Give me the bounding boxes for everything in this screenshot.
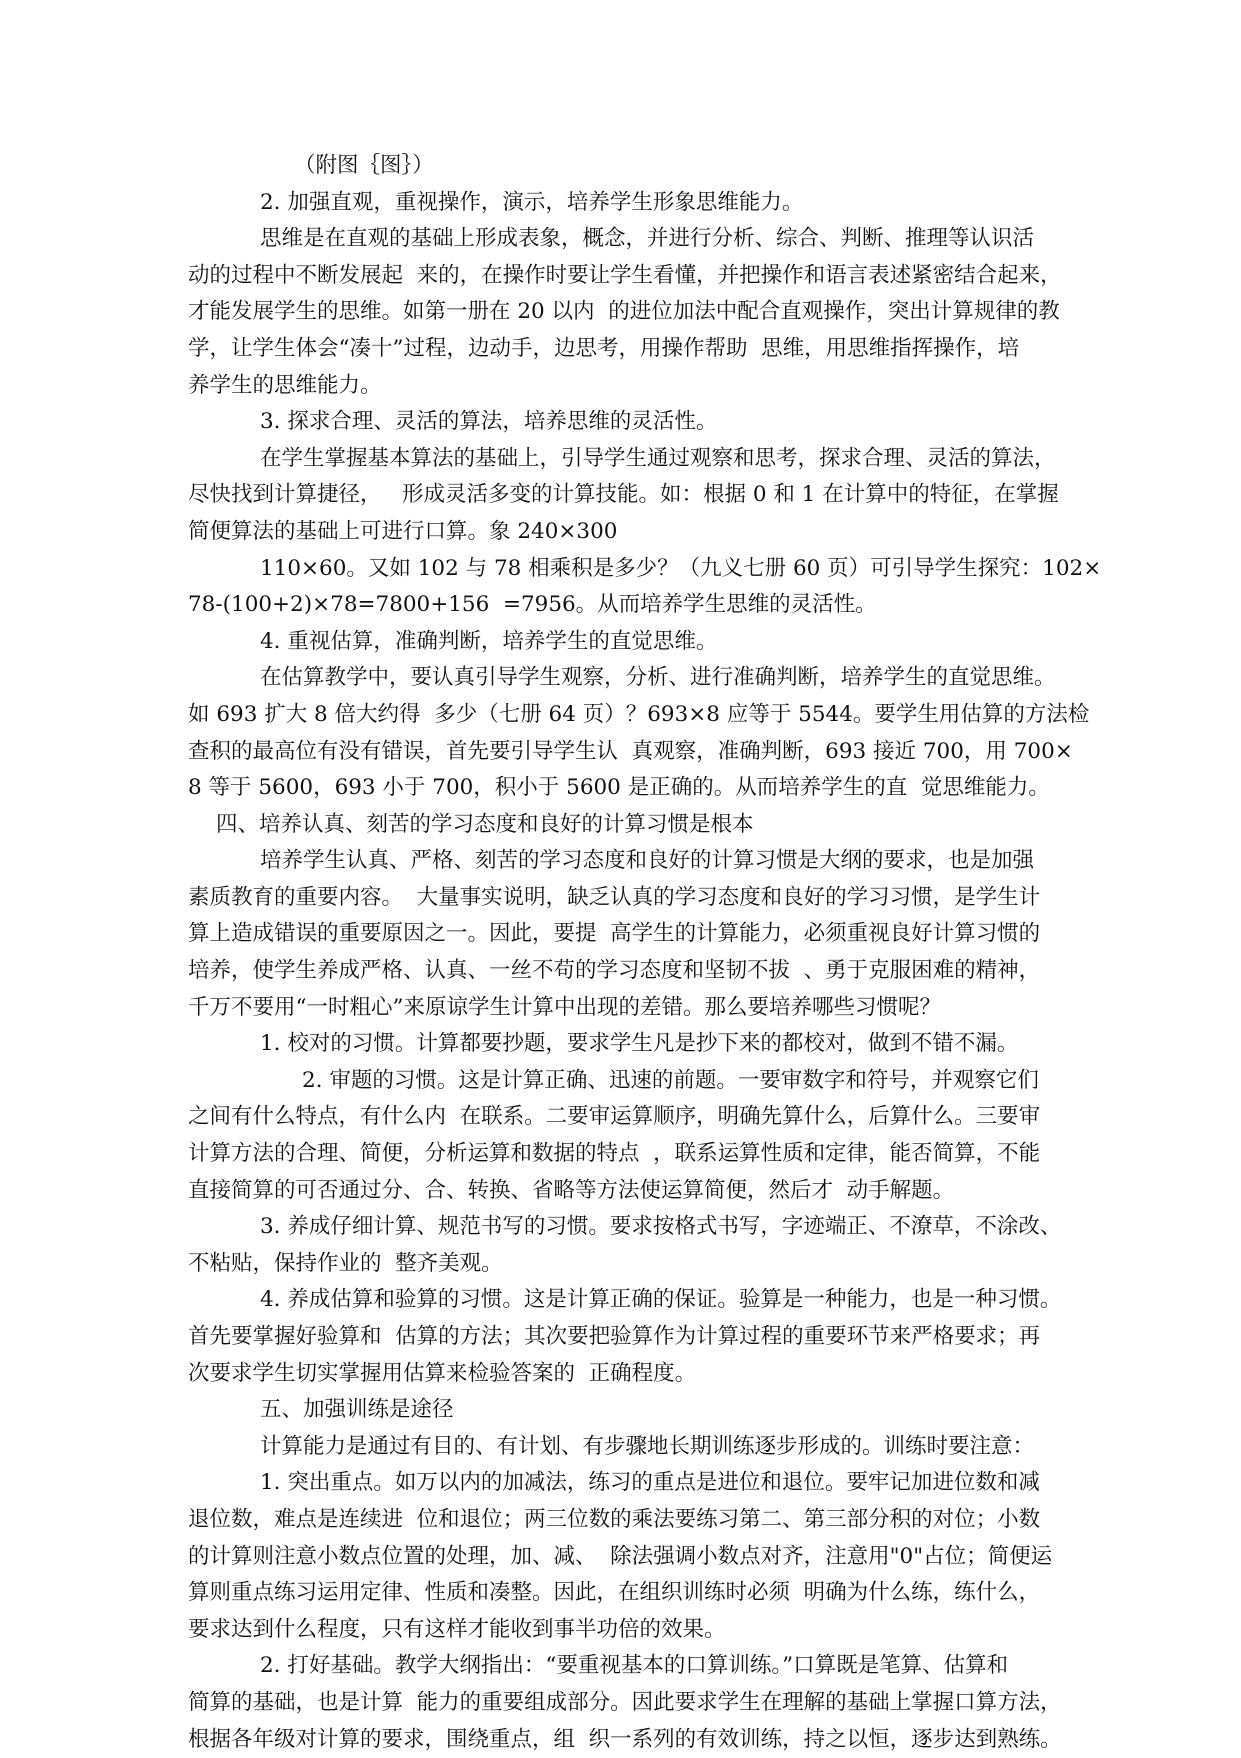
text-line: 动的过程中不断发展起 来的，在操作时要让学生看懂，并把操作和语言表述紧密结合起来， [188,262,1062,288]
text-line: （附图｛图｝） [294,153,434,178]
text-line: 培养学生认真、严格、刻苦的学习态度和良好的计算习惯是大纲的要求，也是加强 [260,848,1035,874]
text-line: 退位数，难点是连续进 位和退位；两三位数的乘法要练习第二、第三部分积的对位；小数 [188,1506,1041,1532]
text-line: 查积的最高位有没有错误，首先要引导学生认 真观察，准确判断，693 接近 700，用 700× [188,738,1073,764]
text-line: 2. 打好基础。教学大纲指出：“要重视基本的口算训练。”口算既是笔算、估算和 [260,1653,1009,1679]
text-line: 1. 突出重点。如万以内的加减法，练习的重点是进位和退位。要牢记加进位数和减 [260,1470,1040,1496]
text-line: 不粘贴，保持作业的 整齐美观。 [188,1250,503,1276]
text-line: 在学生掌握基本算法的基础上，引导学生通过观察和思考，探求合理、灵活的算法， [260,445,1056,471]
text-line: 简便算法的基础上可进行口算。象 240×300 [188,518,618,544]
text-line: 次要求学生切实掌握用估算来检验答案的 正确程度。 [188,1360,697,1386]
text-line: 直接简算的可否通过分、合、转换、省略等方法使运算简便，然后才 动手解题。 [188,1177,955,1203]
text-line: 1. 校对的习惯。计算都要抄题，要求学生凡是抄下来的都校对，做到不错不漏。 [260,1031,1019,1057]
text-line: 3. 养成仔细计算、规范书写的习惯。要求按格式书写，字迹端正、不潦草，不涂改、 [260,1214,1062,1240]
text-line: 如 693 扩大 8 倍大约得 多少（七册 64 页）？693×8 应等于 5544。要学生用估算的方法检 [188,701,1090,727]
text-line: 首先要掌握好验算和 估算的方法；其次要把验算作为计算过程的重要环节来严格要求；再 [188,1324,1041,1349]
text-line: 算则重点练习运用定律、性质和凑整。因此，在组织训练时必须 明确为什么练，练什么， [188,1580,1041,1606]
text-line: 千万不要用“一时粗心”来原谅学生计算中出现的差错。那么要培养哪些习惯呢？ [188,994,941,1020]
text-line: 3. 探求合理、灵活的算法，培养思维的灵活性。 [260,409,718,435]
text-line: 110×60。又如 102 与 78 相乘积是多少？（九义七册 60 页）可引导学生探究：102× [260,555,1102,581]
text-line: 2. 加强直观，重视操作，演示，培养学生形象思维能力。 [260,189,804,215]
text-line: 根据各年级对计算的要求，围绕重点，组 织一系列的有效训练，持之以恒，逐步达到熟练。 [188,1726,1062,1752]
text-line: 计算能力是通过有目的、有计划、有步骤地长期训练逐步形成的。训练时要注意： [260,1433,1035,1459]
text-line: 尽快找到计算捷径， 形成灵活多变的计算技能。如：根据 0 和 1 在计算中的特征，在掌握 [188,482,1059,508]
text-line: 算上造成错误的重要原因之一。因此，要提 高学生的计算能力，必须重视良好计算习惯的 [188,921,1041,947]
text-line: 4. 重视估算，准确判断，培养学生的直觉思维。 [260,628,718,654]
text-line: 学，让学生体会“凑十”过程，边动手，边思考，用操作帮助 思维，用思维指挥操作，培 [188,335,1020,361]
text-line: 4. 养成估算和验算的习惯。这是计算正确的保证。验算是一种能力，也是一种习惯。 [260,1287,1062,1313]
text-line: 才能发展学生的思维。如第一册在 20 以内 的进位加法中配合直观操作，突出计算规律的教 [188,299,1060,325]
document-body [188,148,1102,1758]
text-line: 培养，使学生养成严格、认真、一丝不苟的学习态度和坚韧不拔 、勇于克服困难的精神， [188,958,1041,984]
text-line: 简算的基础，也是计算 能力的重要组成部分。因此要求学生在理解的基础上掌握口算方法， [188,1689,1062,1715]
text-line: 素质教育的重要内容。 大量事实说明，缺乏认真的学习态度和良好的学习习惯，是学生计 [188,884,1041,910]
text-line: 2. 审题的习惯。这是计算正确、迅速的前题。一要审数字和符号，并观察它们 [302,1067,1039,1093]
text-line: 之间有什么特点，有什么内 在联系。二要审运算顺序，明确先算什么，后算什么。三要审 [188,1104,1041,1130]
text-line: 78-(100+2)×78=7800+156 =7956。从而培养学生思维的灵活性。 [188,592,877,618]
text-line: 要求达到什么程度，只有这样才能收到事半功倍的效果。 [188,1616,726,1642]
text-line: 五、加强训练是途径 [260,1397,454,1423]
text-line: 思维是在直观的基础上形成表象，概念，并进行分析、综合、判断、推理等认识活 [260,226,1035,252]
text-line: 8 等于 5600，693 小于 700，积小于 5600 是正确的。从而培养学生的直 觉思维能力。 [188,775,1050,801]
text-line: 四、培养认真、刻苦的学习态度和良好的计算习惯是根本 [216,811,754,837]
text-line: 计算方法的合理、简便，分析运算和数据的特点 ，联系运算性质和定律，能否简算，不能 [188,1141,1041,1167]
text-line: 养学生的思维能力。 [188,372,382,398]
text-line: 在估算教学中，要认真引导学生观察，分析、进行准确判断，培养学生的直觉思维。 [260,665,1056,691]
text-line: 的计算则注意小数点位置的处理，加、减、 除法强调小数点对齐，注意用"0"占位；简便运 [188,1543,1053,1569]
